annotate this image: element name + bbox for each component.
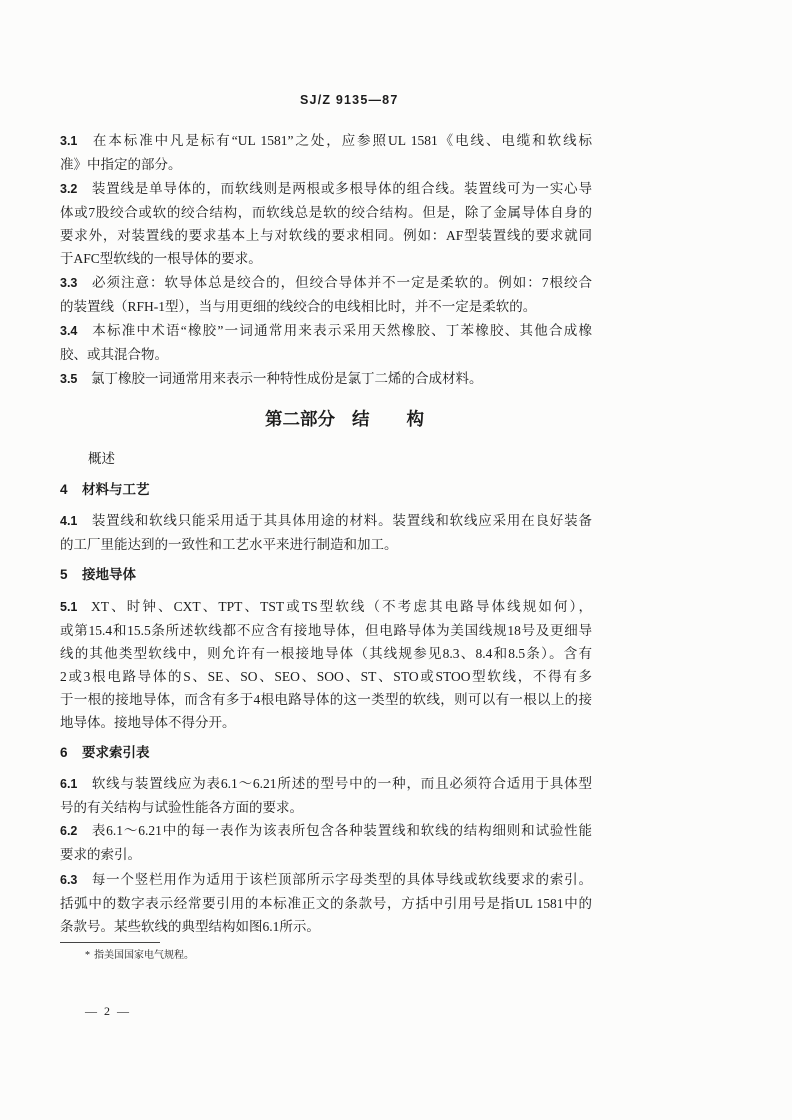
clause-text-line: 于AFC型软线的一根导体的要求。 [60,250,262,266]
clause-text-line: 2或3根电路导体的S、SE、SO、SEO、SOO、ST、STO或STOO型软线，不得有多 [60,668,592,684]
standard-code-header: SJ/Z 9135—87 [300,93,399,107]
clause-number: 4.1 [60,513,78,528]
clause-number: 3.4 [60,323,78,338]
section-heading-5 [60,563,592,586]
clause-text-line [60,819,592,843]
clause-number: 6.3 [60,872,78,887]
footnote-rule [60,942,160,943]
clause-text-line [60,129,592,153]
clause-number: 6.2 [60,823,78,838]
clause-3-5 [60,367,592,391]
part-title-char: 构 [406,409,424,429]
overview-label: 概述 [88,450,115,466]
section-title: 接地导体 [82,566,136,582]
clause-text-line: 要求的索引。 [60,846,141,862]
clause-text-line [60,772,592,796]
clause-text-line: 的工厂里能达到的一致性和工艺水平来进行制造和加工。 [60,536,398,552]
clause-text: 氯丁橡胶一词通常用来表示一种特性成份是氯丁二烯的合成材料。 [91,370,483,386]
footnote-mark: * [85,949,90,961]
clause-4-1 [60,509,592,556]
clause-number: 5.1 [60,599,78,614]
clause-text-line: 条款号。某些软线的典型结构如图6.1所示。 [60,918,320,934]
clause-text-line [60,271,592,295]
part-label: 第二部分 [265,409,335,429]
clause-text-line: 胶、或其混合物。 [60,346,168,362]
section-heading-6 [60,741,592,764]
clause-number: 6.1 [60,776,78,791]
clause-6-3 [60,868,592,938]
section-heading-4 [60,478,592,501]
clause-text: 在本标准中凡是标有“UL 1581”之处，应参照UL 1581《电线、电缆和软线标 [91,132,592,148]
clause-text-line: 括弧中的数字表示经常要引用的本标准正文的条款号，方括中引用号是指UL 1581中的 [60,895,592,911]
clause-number: 3.5 [60,371,78,386]
page-number: — 2 — [85,1003,131,1018]
clause-text-line: 地导体。接地导体不得分开。 [60,714,236,730]
clause-text-line: 要求外，对装置线的要求基本上与对软线的要求相同。例如：AF型装置线的要求就同 [60,227,592,243]
clause-text-line [60,868,592,892]
clause-text-line [60,319,592,343]
footnote [60,948,592,963]
clause-number: 3.2 [60,181,78,196]
clause-text: 软线与装置线应为表6.1～6.21所述的型号中的一种，而且必须符合适用于具体型 [91,775,592,791]
clause-text-line: 准》中指定的部分。 [60,156,182,172]
clause-text: XT、时钟、CXT、TPT、TST或TS型软线（不考虑其电路导体线规如何）， [91,598,592,614]
clause-text-line: 于一根的接地导体，而含有多于4根电路导体的这一类型的软线，则可以有一根以上的接 [60,691,592,707]
clause-text: 装置线和软线只能采用适于其具体用途的材料。装置线和软线应采用在良好装备 [91,512,592,528]
clause-text-line [60,509,592,533]
section-number: 5 [60,566,68,582]
section-number: 4 [60,481,68,497]
clause-number: 3.1 [60,133,78,148]
clause-text-line [60,595,592,619]
clause-text: 每一个竖栏用作为适用于该栏顶部所示字母类型的具体导线或软线要求的索引。 [91,871,592,887]
footnote-text: 指美国国家电气规程。 [94,949,194,961]
clause-text-line [60,177,592,201]
clause-3-2 [60,177,592,270]
clause-text: 本标准中术语“橡胶”一词通常用来表示采用天然橡胶、丁苯橡胶、其他合成橡 [91,322,592,338]
clause-3-1 [60,129,592,176]
section-title: 材料与工艺 [82,481,150,497]
clause-text-line: 的装置线（RFH-1型），当与用更细的线绞合的电线相比时，并不一定是柔软的。 [60,298,537,314]
page-body [60,129,592,1019]
clause-5-1 [60,595,592,734]
clause-6-1 [60,772,592,819]
clause-6-2 [60,819,592,866]
clause-text: 必须注意：软导体总是绞合的，但绞合导体并不一定是柔软的。例如：7根绞合 [91,274,592,290]
clause-text-line: 体或7股绞合或软的绞合结构，而软线总是软的绞合结构。但是，除了金属导体自身的 [60,204,592,220]
clause-text: 装置线是单导体的，而软线则是两根或多根导体的组合线。装置线可为一实心导 [91,180,592,196]
clause-text-line: 或第15.4和15.5条所述软线都不应含有接地导体，但电路导体为美国线规18号及更细导 [60,622,592,638]
part-two-heading [60,405,592,433]
clause-number: 3.3 [60,275,78,290]
clause-3-4 [60,319,592,366]
section-number: 6 [60,744,68,760]
clause-text-line [60,367,592,391]
clause-text-line: 号的有关结构与试验性能各方面的要求。 [60,799,303,815]
part-title-char: 结 [352,409,370,429]
clause-3-3 [60,271,592,318]
clause-text-line: 线的其他类型软线中，则允许有一根接地导体（其线规参见8.3、8.4和8.5条）。含有 [60,645,592,661]
clause-text: 表6.1～6.21中的每一表作为该表所包含各种装置线和软线的结构细则和试验性能 [91,822,592,838]
section-title: 要求索引表 [82,744,150,760]
